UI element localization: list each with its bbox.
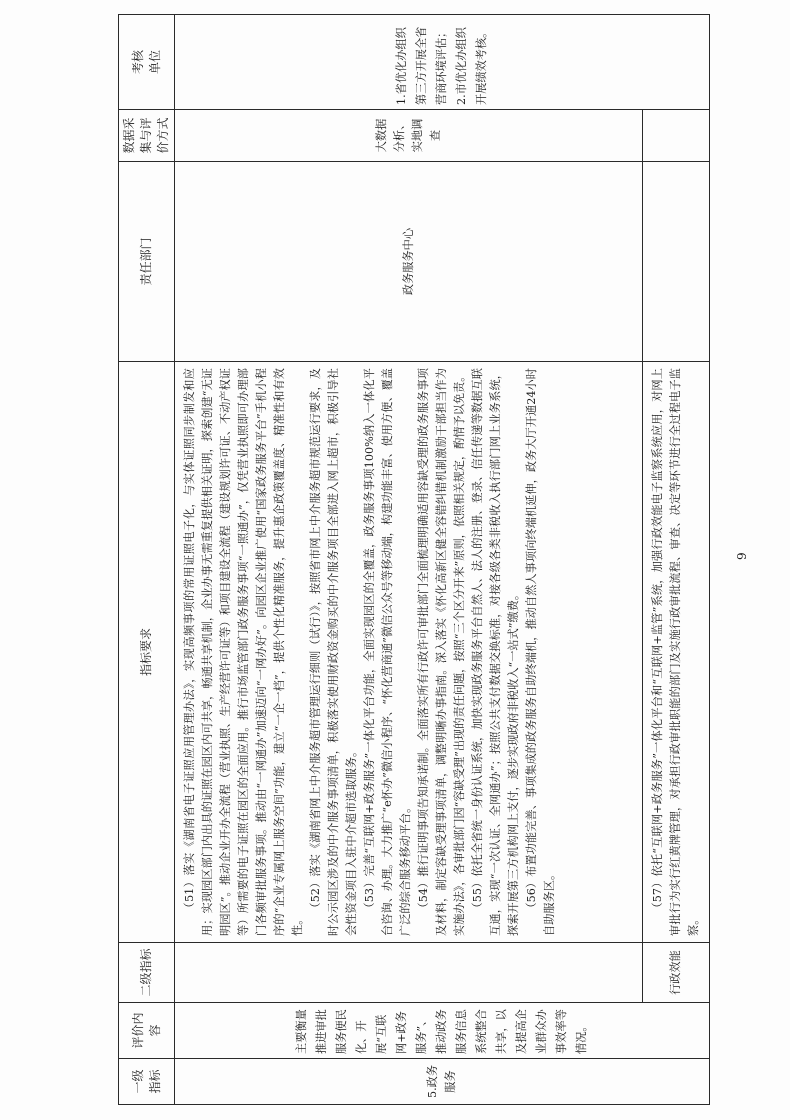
- cell-level1: 5.政务 服务: [175, 1059, 710, 1105]
- header-content: 评价内容: [119, 1003, 175, 1059]
- header-data-method: 数据采 集与评 价方式: [119, 110, 175, 162]
- table-row-main: [175, 15, 643, 1105]
- requirement-57: （57）依托“互联网+政务服务”一体化平台和“互联网+监管”系统，加强行政效能电子监察系统应用，对网上审批行为实行红黄牌管理，对承担行政审批职能的部门及实施行政审批流程、审查、决定等环节进行全过程电子监察。: [651, 368, 700, 936]
- header-unit: 考核 单位: [119, 15, 175, 110]
- requirement-54: （54）推行证明事项告知承诺制。全面落实所有行政许可审批部门全面梳理明确适用容缺受理的政务服务事项及材料，制定容缺受理事项清单，调整明晰办事指南。深入落实《怀化高新区健全容错纠错机制激励干部担当作为实施办法》，各审批部门因“容缺受理”出现的责任问题，按照“三个区分开来”原则，依照相关规定，酌情予以免责。: [417, 368, 466, 936]
- table-row-next: [643, 15, 710, 1105]
- table-header-row: [119, 15, 175, 1105]
- header-level1: 一级 指标: [119, 1059, 175, 1105]
- cell-level2-empty: [175, 943, 643, 1003]
- cell-data-empty: [643, 110, 710, 162]
- requirement-55: （55）依托全省统一身份认证系统，加快实现政务服务平台自然人、法人的注册、登录、信任传递等数据互联互通，实现“一次认证、全网通办”；按照公共支付数据交换标准，对接各级各类非税收入执行部门网上业务系统，探索开展第三方机构网上支付，逐步实现政府非税收入“一站式”缴费。: [471, 368, 520, 936]
- requirement-51: （51）落实《湖南省电子证照应用管理办法》，实现高频事项的常用证照电子化，与实体证照同步制发和应用；实现园区部门内出具的证照在园区内可共享，畅通共享机制，企业办事无需重复提供相关证明，探索创建“无证明园区”。推动企业开办全流程（营业执照、生产经营许可证等）和项目建设全流程（建设规划许可证、不动产权证等）所需要的电子证照在园区的全面应用。推行市场监管部门政务服务事项“一照通办”，仅凭营业执照即可办理部门各频审批服务事项。推动由“一网通办”加速迈向“一网办好”。向园区企业推广使用“国家政务服务平台”手机小程序的“企业专属网上服务空间”功能，建立“一企一档”，提供个性化精准服务，提升惠企政策覆盖度、精准性和有效性。: [183, 368, 304, 936]
- header-level2: 二级指标: [119, 943, 175, 1003]
- cell-level2-efficiency: 行政效能: [643, 943, 710, 1003]
- requirement-56: （56）布置功能完善、事项集成的政务服务自助终端机，推动自然人事项向终端机延伸，政务大厅开通24小时自助服务区。: [525, 368, 556, 936]
- requirement-53: （53）完善“互联网+政务服务”一体化平台功能，全面实现园区的全覆盖，政务服务事项100%纳入一体化平台咨询、办理。大力推广“e怀办”微信小程序、“怀化营商通”微信公众号等移动端，构建功能丰富、使用方便、覆盖广泛的综合服务移动平台。: [363, 368, 412, 936]
- cell-requirement-57: [643, 362, 710, 943]
- header-requirements: 指标要求: [119, 362, 175, 943]
- cell-dept-empty: [643, 162, 710, 362]
- header-dept: 责任部门: [119, 162, 175, 362]
- page-number: 9: [735, 552, 749, 560]
- cell-content: 主要衡量推进审批服务便民化、开展“互联网+政务服务”、推动政务服务信息系统整合共享，以及提高企业群众办事效率等情况。: [175, 1003, 710, 1059]
- cell-requirements: [175, 362, 643, 943]
- evaluation-table: [118, 14, 710, 1105]
- requirement-52: （52）落实《湖南省网上中介服务超市管理运行细则（试行）》，按照省市网上中介服务超市规范运行要求，及时公示园区涉及的中介服务事项清单，积极落实使用财政资金购买的中介服务项目全部进入网上超市，积极引导社会性资金项目入驻中介超市选取服务。: [309, 368, 358, 936]
- cell-unit: 1.省优化办组织第三方开展全省营商环境评估； 2.市优化办组织开展绩效考核。: [175, 15, 710, 110]
- cell-dept: 政务服务中心: [175, 162, 643, 362]
- cell-data-method: 大数据分析、实地调查: [175, 110, 643, 162]
